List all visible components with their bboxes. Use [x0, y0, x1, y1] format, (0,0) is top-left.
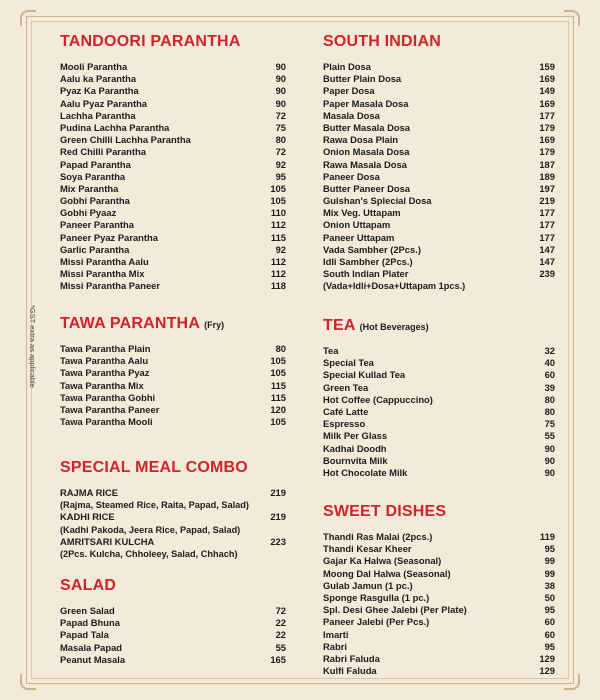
- item-price: 219: [270, 511, 286, 523]
- item-name: RAJMA RICE: [60, 487, 118, 498]
- item-name: Paneer Uttapam: [323, 231, 395, 243]
- gst-note: [30, 305, 44, 390]
- item-price: 90: [275, 73, 286, 85]
- item-name: Mooli Parantha: [60, 61, 128, 72]
- item-name: Plain Dosa: [323, 61, 371, 72]
- item-price: 90: [544, 442, 555, 454]
- menu-item: [323, 406, 555, 418]
- menu-item: [323, 122, 555, 134]
- item-name: Paneer Dosa: [323, 170, 380, 182]
- item-price: 115: [270, 391, 286, 403]
- menu-item: [60, 605, 286, 617]
- item-note: (Rajma, Steamed Rice, Raita, Papad, Salad): [60, 500, 249, 511]
- item-price: 80: [544, 405, 555, 417]
- item-name: Tawa Parantha Paneer: [60, 403, 160, 415]
- item-name: Green Salad: [60, 605, 115, 616]
- menu-item: [323, 256, 555, 268]
- menu-item: [60, 232, 286, 244]
- item-price: 219: [539, 195, 555, 207]
- item-price: 99: [544, 567, 555, 579]
- menu-item: [323, 146, 555, 158]
- menu-item: [323, 641, 555, 653]
- item-price: 80: [275, 343, 286, 354]
- menu-item: [323, 418, 555, 430]
- item-name: Idli Sambher (2Pcs.): [323, 256, 413, 267]
- menu-item: [60, 61, 286, 73]
- item-price: 165: [270, 653, 286, 665]
- menu-item: [323, 543, 555, 555]
- section-tea: [323, 316, 555, 479]
- item-price: 75: [275, 121, 286, 133]
- menu-item: [323, 604, 555, 616]
- item-name: Rabri: [323, 640, 347, 652]
- item-price: 90: [275, 97, 286, 109]
- item-name: Aalu Pyaz Parantha: [60, 97, 148, 109]
- item-name: Rawa Masala Dosa: [323, 158, 407, 170]
- item-price: 177: [539, 109, 555, 121]
- item-price: 110: [270, 207, 286, 219]
- item-price: 219: [270, 487, 286, 498]
- item-price: 159: [539, 61, 555, 72]
- item-name: Pudina Lachha Parantha: [60, 121, 170, 133]
- item-name: AMRITSARI KULCHA: [60, 535, 155, 547]
- menu-item: [60, 416, 286, 428]
- item-price: 90: [544, 466, 555, 478]
- item-price: 197: [539, 182, 555, 194]
- menu-item: [323, 195, 555, 207]
- menu-item: [60, 159, 286, 171]
- item-name: Missi Parantha Paneer: [60, 280, 161, 292]
- section-subtitle: (Fry): [204, 320, 225, 330]
- item-price: 169: [539, 134, 555, 146]
- menu-item: [323, 357, 555, 369]
- section-tandoori-parantha: [60, 32, 286, 293]
- item-name: Special Tea: [323, 357, 374, 369]
- item-name: Vada Sambher (2Pcs.): [323, 243, 421, 255]
- item-name: Tawa Parantha Mooli: [60, 416, 153, 428]
- menu-item: [60, 380, 286, 392]
- menu-item: [323, 531, 555, 543]
- menu-item: [60, 268, 286, 280]
- menu-item: [323, 555, 555, 567]
- item-price: 55: [275, 641, 286, 653]
- item-price: 239: [539, 268, 555, 280]
- item-name: Soya Parantha: [60, 170, 126, 182]
- item-price: 105: [270, 367, 286, 379]
- item-price: 60: [544, 369, 555, 381]
- menu-item: [60, 219, 286, 231]
- item-name: Paper Masala Dosa: [323, 97, 409, 109]
- item-name: Rawa Dosa Plain: [323, 134, 399, 146]
- item-name: Onion Uttapam: [323, 219, 391, 231]
- item-price: 112: [270, 219, 286, 231]
- menu-item: [60, 183, 286, 195]
- item-list: [60, 605, 286, 666]
- menu-item: [323, 61, 555, 73]
- item-list: [323, 531, 555, 677]
- item-name: Spl. Desi Ghee Jalebi (Per Plate): [323, 604, 467, 616]
- item-price: 119: [539, 531, 555, 542]
- menu-item: [60, 392, 286, 404]
- item-price: 169: [539, 73, 555, 85]
- menu-item: [323, 268, 555, 280]
- item-name: Tawa Parantha Pyaz: [60, 367, 150, 379]
- item-price: 92: [275, 243, 286, 255]
- item-price: 90: [544, 454, 555, 466]
- menu-item: [60, 73, 286, 85]
- menu-item: [323, 580, 555, 592]
- item-name: Café Latte: [323, 405, 369, 417]
- item-name: Thandi Kesar Kheer: [323, 543, 412, 555]
- menu-item: [323, 207, 555, 219]
- item-price: 115: [270, 379, 286, 391]
- menu-item: [323, 443, 555, 455]
- item-name: South Indian Plater: [323, 268, 409, 280]
- menu-item: [60, 110, 286, 122]
- corner-ornament: [20, 674, 36, 690]
- item-price: 223: [270, 535, 286, 547]
- menu-item: [323, 159, 555, 171]
- menu-item: [60, 617, 286, 629]
- item-price: 32: [544, 345, 555, 356]
- menu-item: [60, 642, 286, 654]
- item-note: (Kadhi Pakoda, Jeera Rice, Papad, Salad): [60, 524, 241, 535]
- item-price: 147: [539, 243, 555, 255]
- item-price: 39: [544, 381, 555, 393]
- item-list: [323, 345, 555, 479]
- item-price: 92: [275, 158, 286, 170]
- menu-item: [60, 536, 286, 548]
- item-name: Moong Dal Halwa (Seasonal): [323, 567, 451, 579]
- item-price: 149: [539, 85, 555, 97]
- item-name: Tawa Parantha Aalu: [60, 355, 149, 367]
- item-price: 50: [544, 591, 555, 603]
- item-price: 90: [275, 85, 286, 97]
- item-name: Missi Parantha Aalu: [60, 256, 149, 267]
- item-price: 129: [539, 665, 555, 677]
- item-name: Rabri Faluda: [323, 652, 380, 664]
- item-name: Milk Per Glass: [323, 430, 388, 442]
- item-price: 80: [544, 393, 555, 405]
- menu-item: [60, 98, 286, 110]
- item-price: 60: [544, 616, 555, 628]
- item-name: Paper Dosa: [323, 85, 375, 97]
- item-price: 99: [544, 555, 555, 567]
- item-name: Papad Tala: [60, 629, 109, 641]
- item-name: Gobhi Parantha: [60, 195, 130, 207]
- menu-item: [323, 244, 555, 256]
- item-price: 95: [275, 170, 286, 182]
- item-list: [60, 343, 286, 428]
- item-price: 177: [539, 219, 555, 231]
- item-note: (Vada+Idli+Dosa+Uttapam 1pcs.): [323, 281, 466, 292]
- item-name: Paneer Parantha: [60, 219, 134, 231]
- item-price: 120: [270, 403, 286, 415]
- menu-item: [323, 430, 555, 442]
- item-price: 189: [539, 170, 555, 182]
- menu-item: [60, 134, 286, 146]
- item-name: Papad Parantha: [60, 158, 131, 170]
- item-price: 22: [275, 629, 286, 641]
- item-name: Butter Plain Dosa: [323, 73, 402, 85]
- section-title: TEA (Hot Beverages): [323, 317, 429, 334]
- item-price: 80: [275, 134, 286, 146]
- section-south-indian: [323, 32, 555, 293]
- menu-item: [323, 568, 555, 580]
- item-name: Gobhi Pyaaz: [60, 207, 117, 219]
- item-name: Special Kullad Tea: [323, 369, 406, 381]
- menu-item: [323, 110, 555, 122]
- menu-item: [60, 85, 286, 97]
- item-name: Masala Dosa: [323, 109, 380, 121]
- section-subtitle: (Hot Beverages): [359, 322, 429, 332]
- menu-item: [323, 653, 555, 665]
- item-price: 72: [275, 146, 286, 158]
- item-price: 90: [275, 61, 286, 72]
- menu-item: [323, 467, 555, 479]
- item-name: Tawa Parantha Plain: [60, 343, 151, 354]
- menu-item: [323, 382, 555, 394]
- menu-item: [323, 219, 555, 231]
- item-price: 105: [270, 195, 286, 207]
- item-name: Paneer Pyaz Parantha: [60, 231, 158, 243]
- item-price: 72: [275, 109, 286, 121]
- item-name: Mix Veg. Uttapam: [323, 207, 401, 219]
- item-price: 118: [270, 280, 286, 292]
- item-price: 95: [544, 640, 555, 652]
- item-name: Mix Parantha: [60, 182, 119, 194]
- section-sweet-dishes: [323, 502, 555, 677]
- item-price: 147: [539, 256, 555, 267]
- item-name: Bournvita Milk: [323, 454, 388, 466]
- menu-item: [60, 146, 286, 158]
- menu-item: [60, 207, 286, 219]
- menu-item: [323, 85, 555, 97]
- item-price: 112: [270, 268, 286, 280]
- menu-item: [323, 455, 555, 467]
- gst-note-text: *GST extra as applicable: [28, 305, 37, 388]
- item-price: 105: [270, 416, 286, 428]
- menu-item: [60, 244, 286, 256]
- corner-ornament: [564, 10, 580, 26]
- item-name: Pyaz Ka Parantha: [60, 85, 139, 97]
- item-name: Butter Masala Dosa: [323, 121, 411, 133]
- menu-item: [323, 369, 555, 381]
- item-name: Paneer Jalebi (Per Pcs.): [323, 616, 430, 628]
- item-price: 55: [544, 430, 555, 442]
- section-title: SALAD: [60, 577, 117, 594]
- item-name: Thandi Ras Malai (2pcs.): [323, 531, 433, 542]
- item-name: Tea: [323, 345, 339, 356]
- item-price: 60: [544, 628, 555, 640]
- menu-item: [60, 122, 286, 134]
- item-name: Hot Coffee (Cappuccino): [323, 393, 433, 405]
- item-price: 187: [539, 158, 555, 170]
- item-name: Onion Masala Dosa: [323, 146, 410, 158]
- menu-item: [323, 98, 555, 110]
- item-name: Lachha Parantha: [60, 109, 136, 121]
- item-price: 95: [544, 543, 555, 555]
- item-name: Tawa Parantha Mix: [60, 379, 144, 391]
- item-price: 75: [544, 418, 555, 430]
- section-tawa-parantha: [60, 314, 286, 428]
- item-name: Gajar Ka Halwa (Seasonal): [323, 555, 442, 567]
- item-list: [60, 487, 286, 560]
- item-name: Espresso: [323, 418, 366, 430]
- menu-item: [323, 134, 555, 146]
- corner-ornament: [564, 674, 580, 690]
- item-name: Aalu ka Parantha: [60, 73, 137, 85]
- item-name: Masala Papad: [60, 641, 123, 653]
- menu-item: [60, 195, 286, 207]
- menu-item: [323, 73, 555, 85]
- item-price: 105: [270, 355, 286, 367]
- menu-item: [323, 629, 555, 641]
- item-name: Missi Parantha Mix: [60, 268, 145, 280]
- item-price: 112: [270, 256, 286, 267]
- menu-item: [323, 394, 555, 406]
- item-list: [60, 61, 286, 293]
- item-name: Papad Bhuna: [60, 617, 120, 629]
- item-name: Kadhai Doodh: [323, 442, 387, 454]
- menu-item: [323, 232, 555, 244]
- menu-item: [60, 629, 286, 641]
- section-title: SPECIAL MEAL COMBO: [60, 459, 248, 476]
- item-name: Garlic Parantha: [60, 243, 130, 255]
- section-salad: [60, 576, 286, 666]
- menu-item: [60, 367, 286, 379]
- menu-item: [60, 404, 286, 416]
- item-name: Green Tea: [323, 381, 369, 393]
- item-price: 177: [539, 207, 555, 219]
- corner-ornament: [20, 10, 36, 26]
- item-price: 169: [539, 97, 555, 109]
- section-special-meal-combo: [60, 458, 286, 560]
- item-price: 129: [539, 652, 555, 664]
- item-name: KADHI RICE: [60, 511, 115, 523]
- item-price: 40: [544, 357, 555, 369]
- item-price: 179: [539, 121, 555, 133]
- item-name: Peanut Masala: [60, 653, 126, 665]
- menu-item: [60, 487, 286, 499]
- item-price: 95: [544, 604, 555, 616]
- menu-item: [323, 616, 555, 628]
- item-name: Gulab Jamun (1 pc.): [323, 579, 413, 591]
- item-price: 115: [270, 231, 286, 243]
- menu-item: [60, 171, 286, 183]
- menu-item: [60, 511, 286, 523]
- section-title: TAWA PARANTHA (Fry): [60, 315, 225, 332]
- menu-item: [60, 654, 286, 666]
- menu-item: [60, 343, 286, 355]
- item-price: 22: [275, 617, 286, 629]
- menu-item: [323, 183, 555, 195]
- item-name: Gulshan's Splecial Dosa: [323, 195, 432, 207]
- menu-item: [323, 171, 555, 183]
- item-name: Hot Chocolate Milk: [323, 466, 408, 478]
- menu-item: [323, 592, 555, 604]
- item-price: 72: [275, 605, 286, 616]
- menu-item: [323, 665, 555, 677]
- section-title: SOUTH INDIAN: [323, 33, 441, 50]
- menu-item: [60, 280, 286, 292]
- item-price: 105: [270, 182, 286, 194]
- item-name: Green Chilli Lachha Parantha: [60, 134, 191, 146]
- menu-item: [60, 355, 286, 367]
- item-name: Red Chilli Parantha: [60, 146, 146, 158]
- section-title: SWEET DISHES: [323, 503, 447, 520]
- section-title: TANDOORI PARANTHA: [60, 33, 241, 50]
- menu-item: [60, 256, 286, 268]
- item-name: Kulfi Faluda: [323, 665, 377, 677]
- item-name: Imarti: [323, 628, 349, 640]
- item-price: 177: [539, 231, 555, 243]
- menu-item: [323, 345, 555, 357]
- item-price: 179: [539, 146, 555, 158]
- item-name: Tawa Parantha Gobhi: [60, 391, 156, 403]
- item-name: Butter Paneer Dosa: [323, 182, 411, 194]
- item-note: (2Pcs. Kulcha, Chholeey, Salad, Chhach): [60, 548, 238, 559]
- item-list: [323, 61, 555, 293]
- item-price: 38: [544, 579, 555, 591]
- item-name: Sponge Rasgulla (1 pc.): [323, 591, 430, 603]
